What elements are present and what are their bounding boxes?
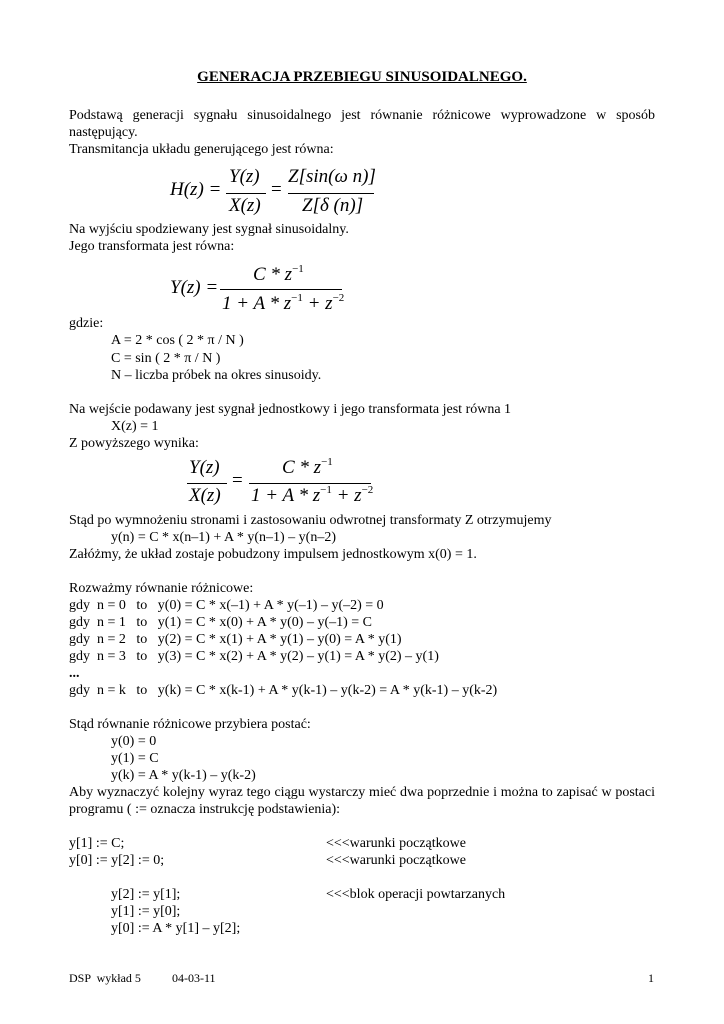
eq2-den-b: + z [302,293,333,314]
eq3-den [251,484,374,507]
intro-paragraph: Podstawą generacji sygnału sinusoidalnego jest równanie różnicowe wyprowadzone w sposób następujący. [69,108,655,140]
eq2-num-base: C * z [253,264,293,285]
definition-a: A = 2 * cos ( 2 * π / N ) [111,333,244,348]
difference-equation: y(n) = C * x(n–1) + A * y(n–1) – y(n–2) [111,530,336,545]
eq3-den-b: + z [331,485,362,506]
eq3-den-exp1: −1 [320,484,332,496]
final-equation: y(0) = 0 [111,734,157,749]
page-title: GENERACJA PRZEBIEGU SINUSOIDALNEGO. [197,69,527,85]
transfer-intro: Transmitancja układu generującego jest równa: [69,142,334,157]
case-line: gdy n = 0 to y(0) = C * x(–1) + A * y(–1) – y(–2) = 0 [69,598,384,613]
case-line: gdy n = 2 to y(2) = C * x(1) + A * y(1) – y(0) = A * y(1) [69,632,402,647]
case-line: gdy n = 1 to y(1) = C * x(0) + A * y(0) – y(–1) = C [69,615,373,630]
eq2-den-a: 1 + A * z [222,293,292,314]
eq1-frac-line1 [226,193,266,194]
eq3-frac-line2 [249,483,371,484]
code-line: y[1] := y[0]; [111,904,181,919]
code-line: y[1] := C; [69,836,125,851]
eq2-num-exp: −1 [292,263,304,275]
case-line-k: gdy n = k to y(k) = C * x(k-1) + A * y(k-1) – y(k-2) = A * y(k-1) – y(k-2) [69,683,498,698]
eq2-num [253,263,304,286]
compute-description: Aby wyznaczyć kolejny wyraz tego ciągu wystarczy mieć dwa poprzednie i można to zapisać w postaci programu ( := oznacza instrukcję podstawienia): [69,785,655,817]
code-line: y[0] := y[2] := 0; [69,853,165,868]
eq3-den-exp2: −2 [361,484,374,496]
eq1-den2: Z[δ (n)] [302,195,364,216]
eq3-frac-line1 [187,483,227,484]
eq3-den-a: 1 + A * z [251,485,321,506]
eq2-lhs: Y(z) = [170,277,219,298]
eq2-den-exp2: −2 [332,292,345,304]
definition-c: C = sin ( 2 * π / N ) [111,351,221,366]
input-description: Na wejście podawany jest sygnał jednostkowy i jego transformata jest równa 1 [69,402,512,417]
footer-date: 04-03-11 [172,971,216,985]
footer-course: DSP wykład 5 [69,971,141,985]
eq2-den [222,292,345,315]
eq3-num [282,456,333,479]
code-comment: <<<blok operacji powtarzanych [326,887,506,902]
ellipsis: ... [69,666,80,681]
where-label: gdzie: [69,316,104,331]
eq3-num-base: C * z [282,457,322,478]
code-line: y[0] := A * y[1] – y[2]; [111,921,241,936]
eq3-equals: = [232,470,243,491]
definition-n: N – liczba próbek na okres sinusoidy. [111,368,322,383]
input-transform: X(z) = 1 [111,419,159,434]
code-line: y[2] := y[1]; [111,887,181,902]
output-expected: Na wyjściu spodziewany jest sygnał sinusoidalny. [69,222,349,237]
eq3-num1: Y(z) [189,457,220,478]
assumption: Załóżmy, że układ zostaje pobudzony impulsem jednostkowym x(0) = 1. [69,547,477,562]
eq1-equals: = [271,179,282,200]
code-comment: <<<warunki początkowe [326,853,466,868]
eq1-frac-line2 [288,193,374,194]
eq2-den-exp1: −1 [291,292,303,304]
eq1-den1: X(z) [229,195,261,216]
result-intro: Z powyższego wynika: [69,436,199,451]
final-equation: y(1) = C [111,751,159,766]
after-multiplication: Stąd po wymnożeniu stronami i zastosowaniu odwrotnej transformaty Z otrzymujemy [69,513,552,528]
eq1-lhs: H(z) = [170,179,222,200]
page-number: 1 [648,971,654,985]
consider-label: Rozważmy równanie różnicowe: [69,581,254,596]
transform-intro: Jego transformata jest równa: [69,239,235,254]
eq2-frac-line [220,289,342,290]
eq3-num-exp: −1 [321,456,333,468]
case-line: gdy n = 3 to y(3) = C * x(2) + A * y(2) – y(1) = A * y(2) – y(1) [69,649,439,664]
eq3-den1: X(z) [189,485,221,506]
eq1-num1: Y(z) [229,166,260,187]
code-comment: <<<warunki początkowe [326,836,466,851]
eq1-num2: Z[sin(ω n)] [288,166,376,187]
final-equation: y(k) = A * y(k-1) – y(k-2) [111,768,256,783]
hence-label: Stąd równanie różnicowe przybiera postać: [69,717,311,732]
